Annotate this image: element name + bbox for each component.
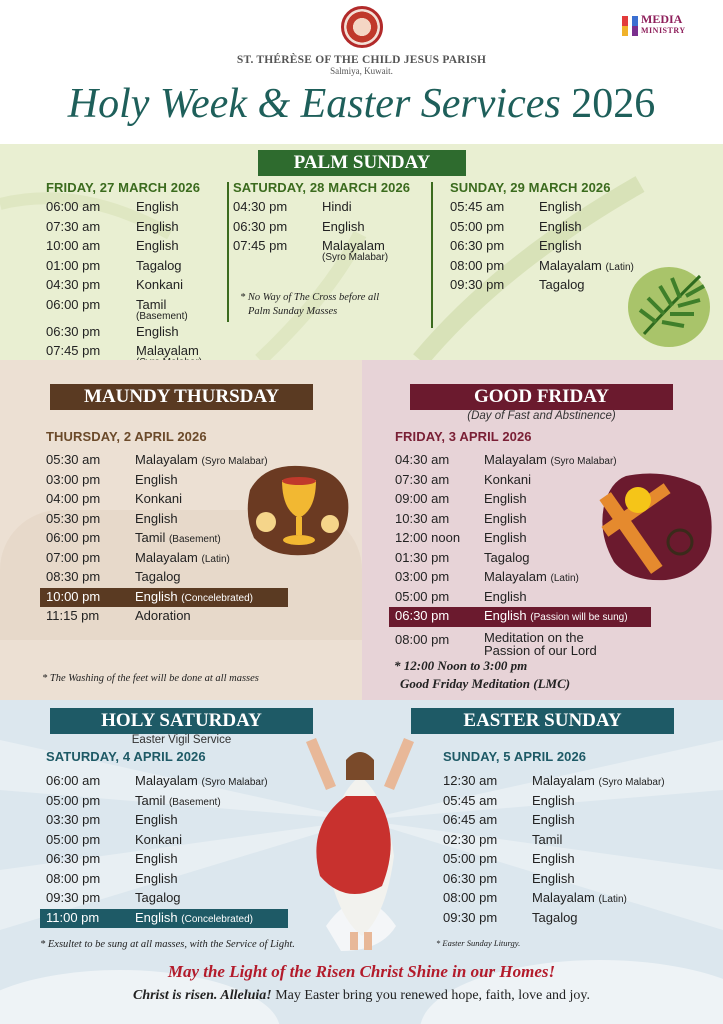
list-item: 10:30 am English: [395, 510, 527, 526]
list-item: 06:45 am English: [443, 812, 575, 827]
palm-day-1: FRIDAY, 27 MARCH 2026: [46, 180, 201, 195]
list-item: 09:30 pm Tagalog: [443, 909, 578, 925]
closing-message: [0, 988, 723, 1004]
list-item: 04:30 pm Konkani: [46, 277, 183, 292]
list-item: 06:30 pm English: [450, 238, 582, 253]
list-item: 05:00 pm Tamil (Basement): [46, 792, 221, 808]
maundy-note: * The Washing of the feet will be done at all masses: [42, 673, 259, 684]
holy-saturday-banner: HOLY SATURDAY: [50, 708, 313, 734]
palm-divider-2: [431, 182, 433, 328]
palm-col-2: [233, 198, 428, 264]
list-item: 06:30 pm English: [46, 323, 179, 339]
list-item: 05:00 pm English: [443, 851, 575, 866]
holy-saturday-subtitle: Easter Vigil Service: [131, 734, 232, 746]
list-item: 03:00 pm English: [46, 471, 178, 487]
good-friday-section: [362, 360, 723, 700]
parish-name: ST. THÉRÈSE OF THE CHILD JESUS PARISH: [236, 54, 487, 66]
palm-sunday-banner: PALM SUNDAY: [258, 150, 466, 176]
list-item: 07:30 am Konkani: [395, 471, 531, 487]
easter-sunday-note: * Easter Sunday Liturgy.: [436, 938, 521, 948]
list-item: 08:00 pm Malayalam (Latin): [443, 890, 627, 905]
closing-alleluia: Christ is risen. Alleluia!: [132, 988, 272, 1003]
list-item: 12:30 am Malayalam (Syro Malabar): [443, 773, 665, 788]
risen-christ-icon: [286, 736, 436, 956]
list-item: 09:00 am English: [395, 491, 527, 506]
parish-logo-icon: [341, 6, 383, 48]
parish-location: Salmiya, Kuwait.: [330, 66, 393, 76]
maundy-thursday-banner: MAUNDY THURSDAY: [50, 384, 313, 410]
list-item: 05:45 am English: [443, 792, 575, 808]
list-item: 06:30 pm English: [233, 218, 365, 234]
palm-day-3: SUNDAY, 29 MARCH 2026: [450, 180, 611, 195]
palm-day-2: SATURDAY, 28 MARCH 2026: [233, 180, 411, 195]
list-item: 05:00 pm Konkani: [46, 831, 182, 847]
list-item: 05:30 pm English: [46, 510, 178, 526]
closing-blessing: May the Light of the Risen Christ Shine in our Homes!: [167, 962, 556, 981]
media-ministry-logo: [622, 12, 686, 38]
list-item: 10:00 am English: [46, 238, 179, 253]
list-item: 06:30 pm English: [443, 870, 575, 886]
list-item: 12:00 noon English: [395, 530, 527, 545]
list-item: 07:00 pm Malayalam (Latin): [46, 549, 230, 565]
holy-saturday-note: * Exsultet to be sung at all masses, with the Service of Light.: [40, 939, 295, 950]
list-item: 02:30 pm Tamil: [443, 831, 563, 847]
palm-sunday-section: [0, 144, 723, 360]
good-friday-note2: Good Friday Meditation (LMC): [400, 676, 571, 691]
palm-divider-1: [227, 182, 229, 322]
list-item: 05:00 pm English: [395, 588, 527, 604]
palm-leaf-icon: [626, 264, 712, 350]
list-item: 08:30 pm Tagalog: [46, 569, 181, 584]
list-item: 09:30 pm Tagalog: [46, 890, 181, 905]
list-item: 09:30 pm Tagalog: [450, 277, 585, 292]
title-year: 2026: [571, 81, 656, 127]
good-friday-banner: GOOD FRIDAY: [410, 384, 673, 410]
list-item: 06:00 am English: [46, 199, 179, 214]
list-item: 06:30 pm English: [46, 851, 178, 866]
list-item: 11:15 pm Adoration: [46, 608, 191, 623]
holy-saturday-day: SATURDAY, 4 APRIL 2026: [46, 749, 206, 764]
list-item: 06:00 pm Tamil (Basement): [46, 530, 221, 545]
list-item: 05:45 am English: [450, 199, 582, 214]
header: [0, 0, 723, 144]
media-line2: MINISTRY: [641, 26, 686, 35]
list-item: 03:00 pm Malayalam (Latin): [395, 569, 579, 584]
list-item: 05:00 pm English: [450, 218, 582, 234]
maundy-thursday-section: [0, 360, 362, 700]
list-item: 05:30 am Malayalam (Syro Malabar): [46, 452, 268, 467]
easter-sunday-rows: [443, 772, 703, 928]
list-item-highlighted: 06:30 pm English (Passion will be sung): [389, 607, 651, 627]
page-title: Holy Week & Easter Services 2026: [67, 81, 656, 127]
maundy-day: THURSDAY, 2 APRIL 2026: [46, 429, 207, 444]
palm-note-line2: Palm Sunday Masses: [248, 306, 338, 317]
good-friday-day: FRIDAY, 3 APRIL 2026: [395, 429, 532, 444]
media-ministry-icon: [622, 12, 638, 38]
list-item: 06:00 pm Tamil (Basement): [46, 296, 188, 322]
cross-icon: [596, 470, 714, 582]
palm-note-line1: * No Way of The Cross before all: [240, 292, 380, 303]
list-item: 08:00 pm English: [46, 870, 178, 886]
list-item-highlighted: 11:00 pm English (Concelebrated): [40, 909, 288, 929]
easter-sunday-banner: EASTER SUNDAY: [411, 708, 674, 734]
list-item: 01:00 pm Tagalog: [46, 257, 182, 273]
holy-saturday-rows: [46, 772, 286, 928]
list-item: 01:30 pm Tagalog: [395, 549, 530, 565]
list-item: 07:45 pm Malayalam: [46, 343, 199, 358]
palm-col-3: [450, 198, 650, 296]
media-line1: MEDIA: [641, 12, 683, 26]
list-item: 08:00 pm Meditation on the Passion of our Lord: [395, 629, 597, 658]
easter-sunday-day: SUNDAY, 5 APRIL 2026: [443, 749, 587, 764]
chalice-icon: [244, 460, 352, 560]
closing-wish: May Easter bring you renewed hope, faith, love and joy.: [271, 988, 591, 1003]
good-friday-subtitle: (Day of Fast and Abstinence): [467, 410, 616, 422]
list-item-highlighted: 10:00 pm English (Concelebrated): [40, 588, 288, 608]
list-item: 06:00 am Malayalam (Syro Malabar): [46, 773, 268, 788]
palm-col-1: [46, 198, 226, 369]
list-item: 07:45 pm Malayalam (Syro Malabar): [233, 238, 389, 263]
list-item: 03:30 pm English: [46, 812, 178, 827]
list-item: 07:30 am English: [46, 218, 179, 234]
list-item: 04:00 pm Konkani: [46, 491, 182, 506]
good-friday-note1: * 12:00 Noon to 3:00 pm: [394, 658, 528, 673]
holy-saturday-easter-section: [0, 700, 723, 1024]
list-item: 04:30 pm Hindi: [233, 199, 352, 214]
list-item: 04:30 am Malayalam (Syro Malabar): [395, 452, 617, 467]
list-item: 08:00 pm Malayalam (Latin): [450, 257, 634, 273]
